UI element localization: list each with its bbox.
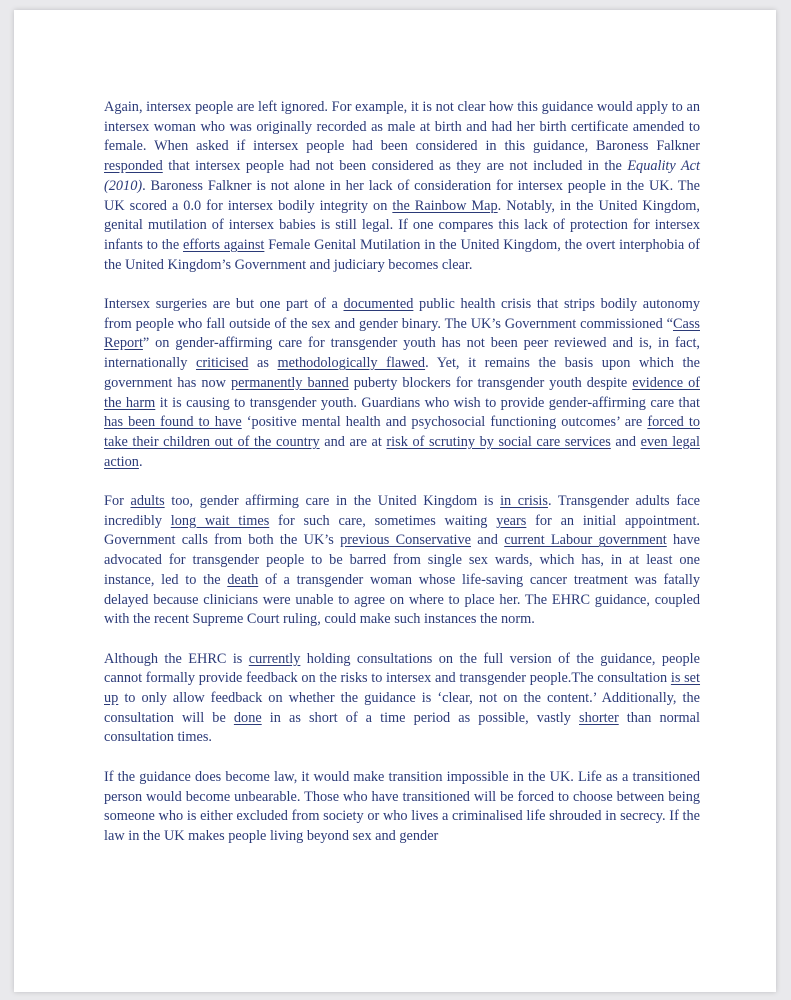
paragraph-1 xyxy=(104,98,700,275)
hyperlink[interactable]: adults xyxy=(130,493,165,510)
hyperlink[interactable]: is set up xyxy=(104,670,701,707)
hyperlink[interactable]: in crisis xyxy=(500,493,548,510)
body-text: holding consultations on the full version of the guidance, people cannot formally provide feedback on the risks to intersex and transgender people.The consultation xyxy=(104,650,700,687)
body-text: Although the EHRC is xyxy=(104,650,249,667)
hyperlink[interactable]: previous Conservative xyxy=(340,532,472,549)
body-text: and xyxy=(471,532,505,549)
body-text: puberty blockers for transgender youth despite xyxy=(348,374,633,391)
body-text: ” on gender-affirming care for transgender youth has not been peer reviewed and is, in fact, internationally xyxy=(104,335,700,372)
hyperlink[interactable]: evidence of the harm xyxy=(104,374,700,411)
body-text: it is causing to transgender youth. Guardians who wish to provide gender-affirming care that xyxy=(155,394,700,411)
hyperlink[interactable]: Cass Report xyxy=(104,315,700,352)
hyperlink[interactable]: the Rainbow Map xyxy=(392,197,498,214)
paragraph-4 xyxy=(104,650,700,749)
body-text: . xyxy=(138,453,143,470)
body-text: and are at xyxy=(319,433,387,450)
body-text: than normal consultation times. xyxy=(104,709,700,746)
paragraph-2 xyxy=(104,295,700,472)
body-text: too, gender affirming care in the United Kingdom is xyxy=(164,493,501,510)
body-text: . Notably, in the United Kingdom, genital mutilation of intersex babies is still legal. If one compares this lack of protection for intersex infants to the xyxy=(104,197,700,253)
paragraph-3 xyxy=(104,492,700,630)
body-text: . Yet, it remains the basis upon which the government has now xyxy=(104,355,701,391)
hyperlink[interactable]: documented xyxy=(343,296,414,313)
hyperlink[interactable]: death xyxy=(227,571,259,588)
body-text: that intersex people had not been considered as they are not included in the xyxy=(162,158,628,175)
hyperlink[interactable]: even legal action xyxy=(104,433,700,470)
body-text: Female Genital Mutilation in the United Kingdom, the overt interphobia of the United Kingdom’s Government and judiciary becomes clear. xyxy=(104,236,700,273)
hyperlink[interactable]: has been found to have xyxy=(104,414,242,431)
body-text: as xyxy=(248,355,278,372)
hyperlink[interactable]: currently xyxy=(248,650,301,667)
body-text: For xyxy=(104,493,131,510)
body-text: for an initial appointment. Government calls from both the UK’s xyxy=(104,512,700,549)
hyperlink[interactable]: years xyxy=(496,512,527,529)
hyperlink[interactable]: efforts against xyxy=(183,236,265,253)
body-text: Intersex surgeries are but one part of a xyxy=(104,296,344,313)
italic-text: Equality Act (2010) xyxy=(104,158,701,194)
body-text: public health crisis that strips bodily autonomy from people who fall outside of the sex and gender binary. The UK’s Government commissioned “ xyxy=(104,296,700,332)
hyperlink[interactable]: forced to take their children out of the country xyxy=(104,414,700,450)
body-text: If the guidance does become law, it would make transition impossible in the UK. Life as a transitioned person would become unbearable. Those who have transitioned will be forced to choose between being someone who is either excluded from society or who lives a criminalised life shrouded in secrecy. If the law in the UK makes people living beyond sex and gender xyxy=(104,768,700,844)
body-text: Again, intersex people are left ignored. For example, it is not clear how this guidance would apply to an intersex woman who was originally recorded as male at birth and had her birth certificate amended to female. When asked if intersex people had been considered in this guidance, Baroness Falkner xyxy=(104,99,700,155)
body-text: ‘positive mental health and psychosocial functioning outcomes’ are xyxy=(241,414,648,431)
body-text: for such care, sometimes waiting xyxy=(269,512,497,529)
paragraph-5 xyxy=(104,768,700,847)
hyperlink[interactable]: responded xyxy=(104,158,163,175)
body-text: to only allow feedback on whether the guidance is ‘clear, not on the content.’ Additionally, the consultation will be xyxy=(104,690,700,726)
document-page xyxy=(14,10,776,992)
document-body xyxy=(104,98,700,866)
body-text: . Baroness Falkner is not alone in her lack of consideration for intersex people in the UK. The UK scored a 0.0 for intersex bodily integrity on xyxy=(104,177,700,214)
hyperlink[interactable]: done xyxy=(233,709,262,726)
hyperlink[interactable]: methodologically flawed xyxy=(277,355,426,372)
body-text: and xyxy=(610,433,641,450)
hyperlink[interactable]: risk of scrutiny by social care services xyxy=(386,433,611,450)
hyperlink[interactable]: permanently banned xyxy=(230,374,349,391)
hyperlink[interactable]: shorter xyxy=(579,709,619,726)
body-text: have advocated for transgender people to be barred from single sex wards, which has, in at least one instance, led to the xyxy=(104,532,701,588)
body-text: in as short of a time period as possible, vastly xyxy=(261,709,579,726)
body-text: of a transgender woman whose life-saving cancer treatment was fatally delayed because clinicians were unable to agree on where to place her. The EHRC guidance, coupled with the recent Supreme Court ruling, could make such instances the norm. xyxy=(104,571,700,628)
hyperlink[interactable]: current Labour government xyxy=(504,532,667,549)
hyperlink[interactable]: criticised xyxy=(195,355,249,372)
hyperlink[interactable]: long wait times xyxy=(170,512,270,529)
body-text: . Transgender adults face incredibly xyxy=(104,493,701,529)
